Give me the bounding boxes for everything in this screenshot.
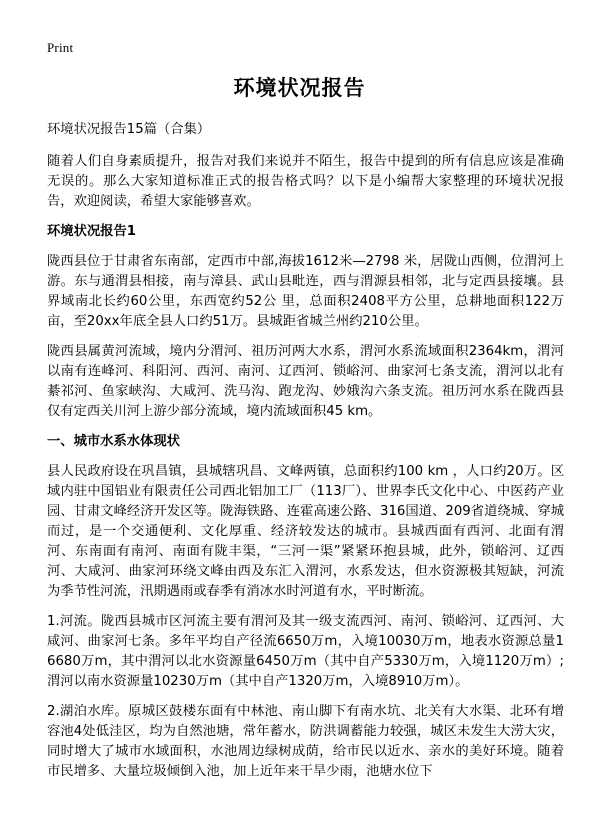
paragraph-city-overview: 县人民政府设在巩昌镇，县城辖巩昌、文峰两镇，总面积约100 km ，人口约20万。区域内驻中国铝业有限责任公司西北铝加工厂（113厂）、世界李氏文化中心、中医药产业园、甘肃文峰经济开发区等。陇海铁路、连霍高速公路、316国道、209省道绕城、穿城而过，是一个交通便利、文化厚重、经济较发达的城市。县城西面有西河、北面有渭河、东南面有南河、南面有陇丰渠，“三河一渠”紧紧环抱县城，此外，锁峪河、辽西河、大咸河、曲家河环绕文峰由西及东汇入渭河，水系发达，但水资源极其短缺，河流为季节性河流，汛期遇雨或春季有消冰水时河道有水，平时断流。 (47, 464, 564, 599)
print-link[interactable]: Print (47, 40, 74, 55)
document-body (47, 120, 564, 792)
paragraph-item-rivers: 1.河流。陇西县城市区河流主要有渭河及其一级支流西河、南河、锁峪河、辽西河、大咸河、曲家河七条。多年平均自产径流6650万m，入境10030万m，地表水资源总量16680万m，其中渭河以北水资源量6450万m（其中自产5330万m，入境1120万m）;渭河以南水资源量10230万m（其中自产1320万m，入境8910万m）。 (47, 614, 564, 689)
intro-paragraph: 随着人们自身素质提升，报告对我们来说并不陌生，报告中提到的所有信息应该是准确无误的。那么大家知道标准正式的报告格式吗？以下是小编帮大家整理的环境状况报告，欢迎阅读，希望大家能够喜欢。 (47, 154, 564, 209)
heading-report-1: 环境状况报告1 (47, 224, 137, 239)
paragraph-watershed: 陇西县属黄河流域，境内分渭河、祖历河两大水系，渭河水系流域面积2364km，渭河以南有连峰河、科阳河、西河、南河、辽西河、锁峪河、曲家河七条支流，渭河以北有綦祁河、鱼家峡沟、大咸河、洗马沟、跑龙沟、妙娥沟六条支流。祖历河水系在陇西县仅有定西关川河上游少部分流域，境内流域面积45 km。 (47, 344, 564, 419)
page-title: 环境状况报告 (233, 76, 366, 100)
paragraph-location: 陇西县位于甘肃省东南部，定西市中部,海拔1612米—2798 米，居陇山西侧，位渭河上游。东与通渭县相接，南与漳县、武山县毗连，西与渭源县相邻，北与定西县接壤。县界域南北长约60公里，东西宽约52公 里，总面积2408平方公里，总耕地面积122万亩，至20xx年底全县人口约51万。县城距省城兰州约210公里。 (47, 254, 564, 329)
subtitle-paragraph: 环境状况报告15篇（合集） (47, 122, 211, 137)
heading-section-1: 一、城市水系水体现状 (47, 434, 180, 449)
paragraph-item-lakes: 2.湖泊水库。原城区鼓楼东面有中林池、南山脚下有南水坑、北关有大水渠、北环有增容池4处低洼区，均为自然池塘，常年蓄水，防洪调蓄能力较强，城区未发生大涝大灾，同时增大了城市水域面积，水池周边绿树成荫，给市民以近水、亲水的美好环境。随着市民增多、大量垃圾倾倒入池，加上近年来干旱少雨，池塘水位下 (47, 704, 564, 779)
paragraph-item-lakes-clip (47, 702, 564, 792)
